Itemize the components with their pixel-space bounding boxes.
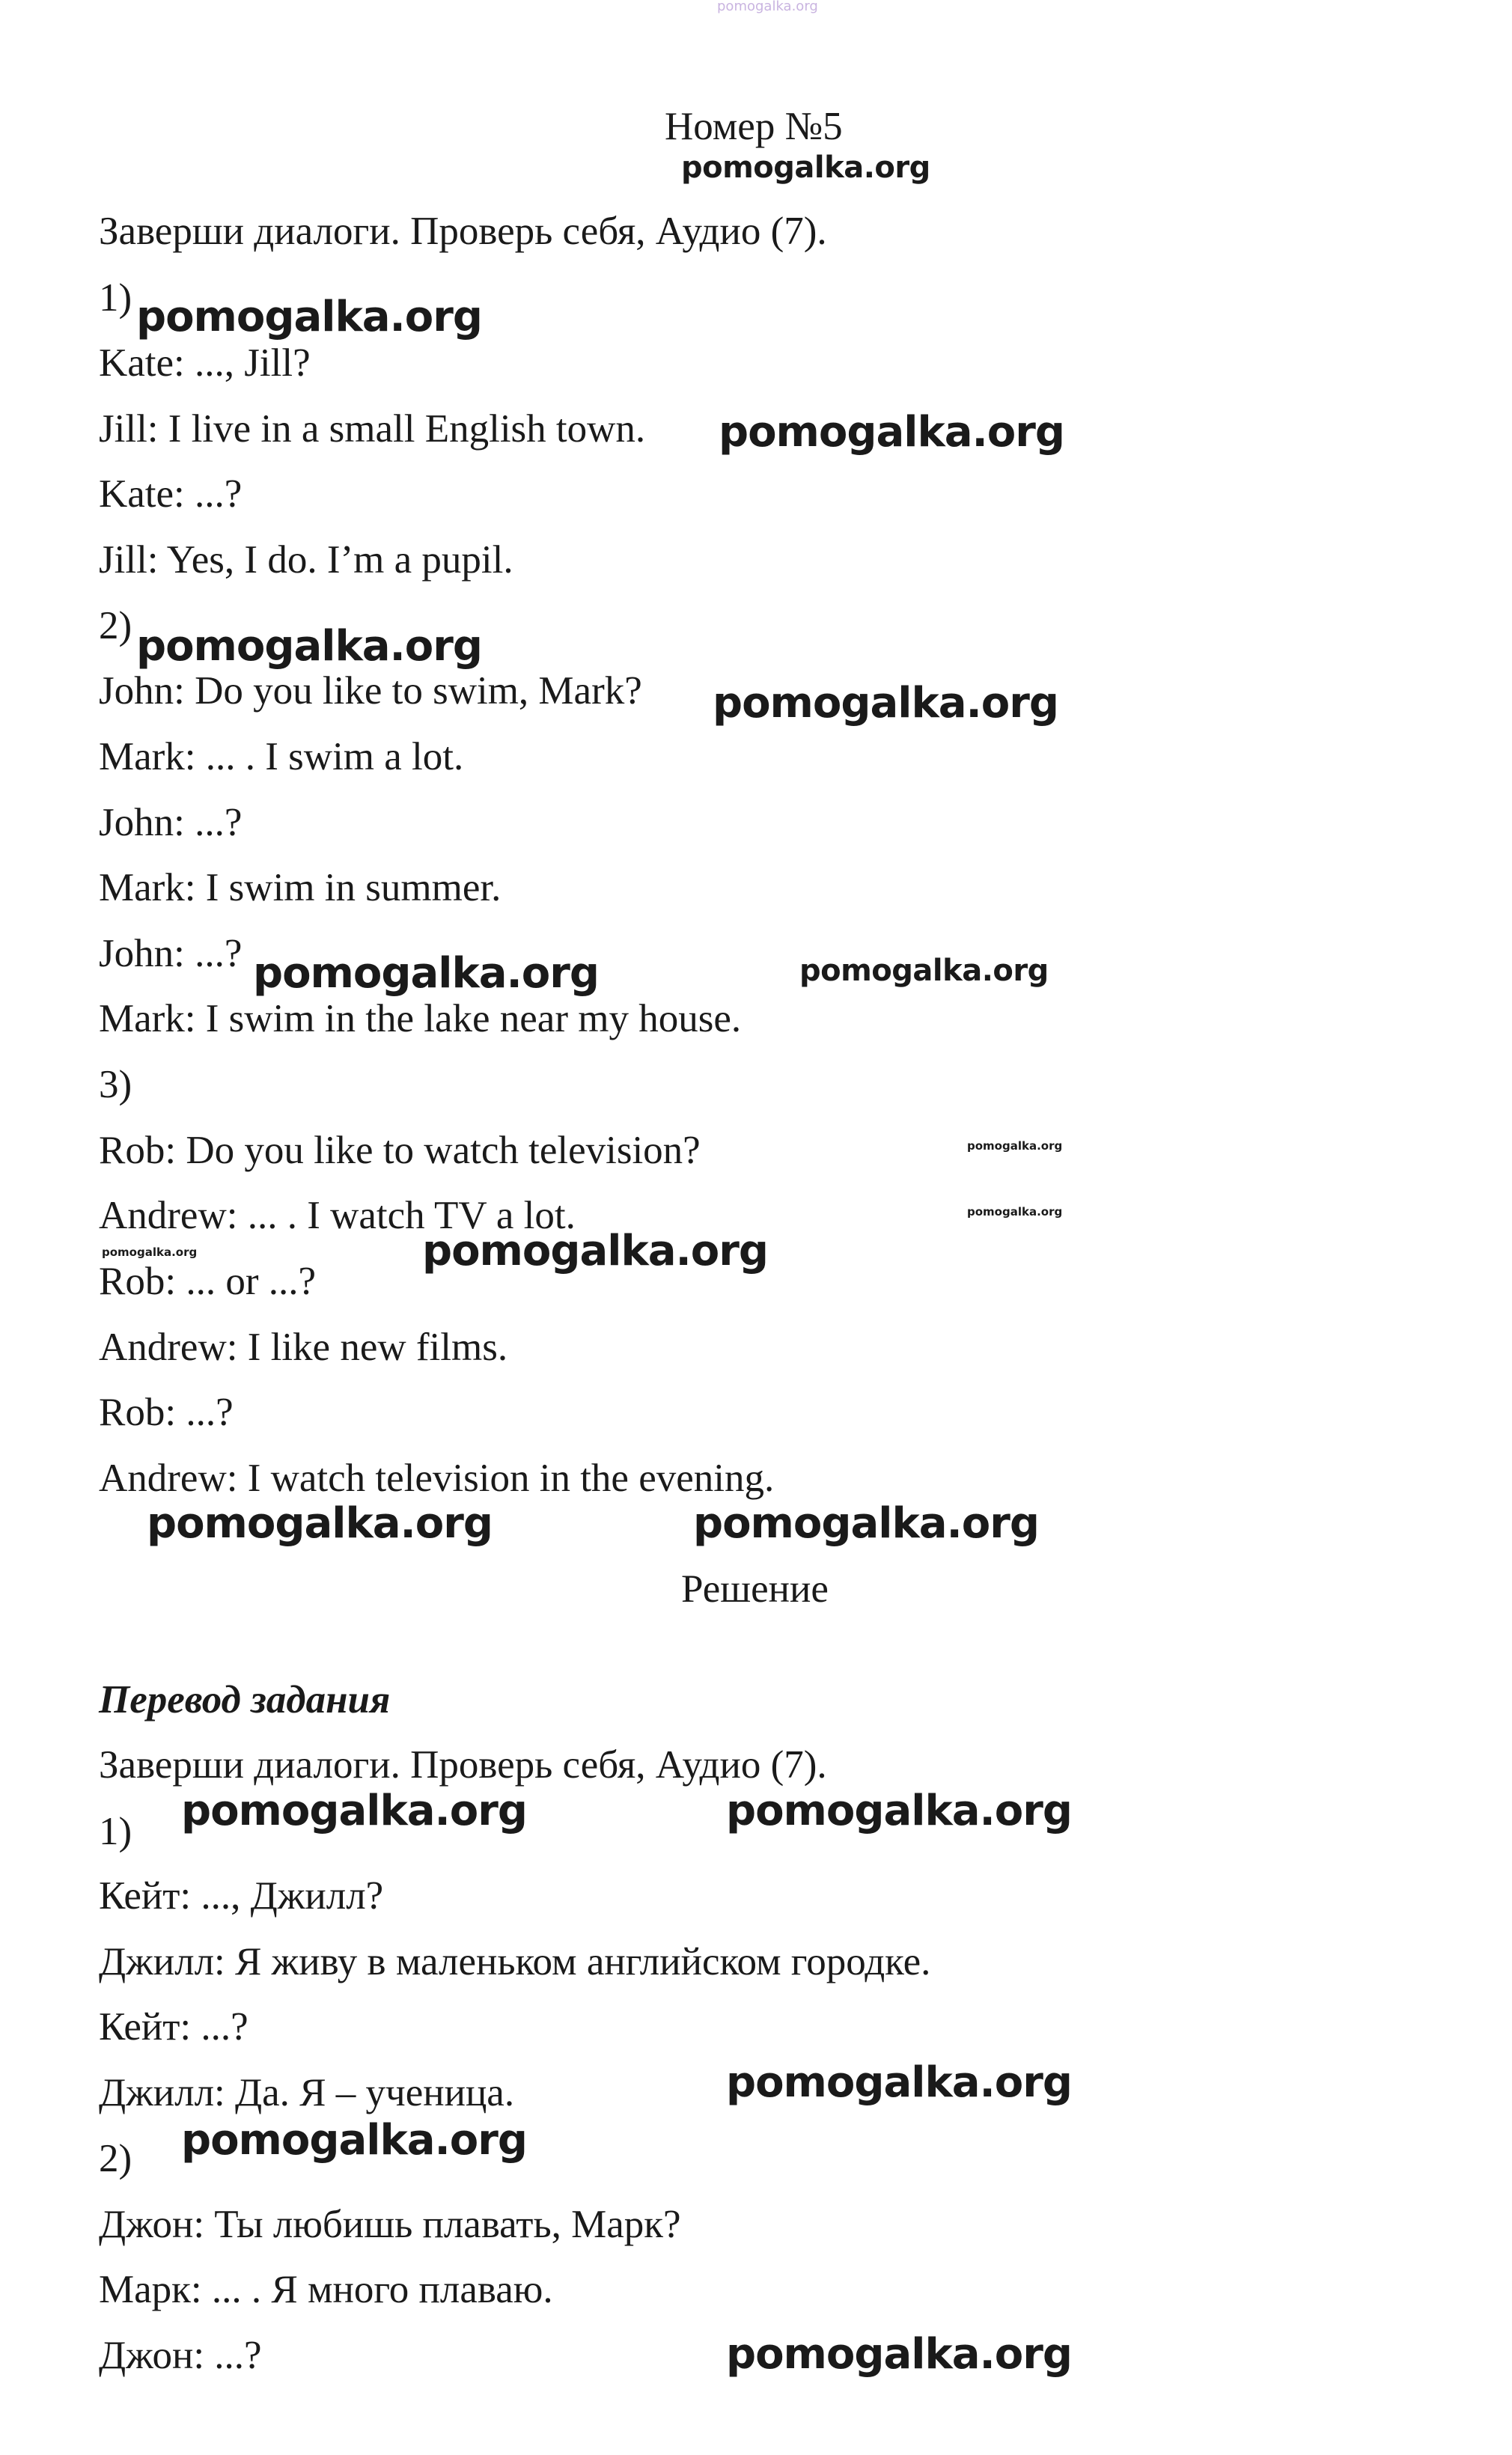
- dialog3-line: Rob: ...?: [99, 1391, 234, 1434]
- translation-dialog2-line: Джон: Ты любишь плавать, Марк?: [99, 2203, 681, 2246]
- dialog2-line: John: ...?: [99, 932, 243, 975]
- translation-dialog1-line: Джилл: Я живу в маленьком английском городке.: [99, 1940, 931, 1983]
- watermark: pomogalka.org: [102, 1245, 198, 1259]
- dialog2-line: John: ...?: [99, 801, 243, 844]
- dialog3-line: Andrew: ... . I watch TV a lot.: [99, 1194, 576, 1237]
- watermark: pomogalka.org: [181, 2116, 527, 2165]
- solution-title: Решение: [681, 1567, 829, 1611]
- dialog3-line: Andrew: I watch television in the evening.: [99, 1457, 775, 1500]
- translation-instruction: Заверши диалоги. Проверь себя, Аудио (7).: [99, 1743, 827, 1787]
- watermark: pomogalka.org: [136, 293, 482, 341]
- watermark: pomogalka.org: [967, 1205, 1063, 1219]
- watermark: pomogalka.org: [713, 679, 1058, 728]
- dialog1-line: Kate: ...?: [99, 472, 243, 516]
- dialog3-number: 3): [99, 1063, 132, 1106]
- watermark: pomogalka.org: [136, 622, 482, 671]
- dialog3-line: Rob: ... or ...?: [99, 1260, 316, 1303]
- page-title: Номер №5: [665, 105, 843, 148]
- watermark: pomogalka.org: [726, 1787, 1072, 1835]
- watermark: pomogalka.org: [719, 408, 1064, 457]
- dialog2-line: Mark: I swim in the lake near my house.: [99, 997, 742, 1040]
- dialog1-number: 1): [99, 276, 132, 320]
- translation-dialog1-line: Кейт: ..., Джилл?: [99, 1874, 384, 1918]
- dialog2-line: Mark: ... . I swim a lot.: [99, 735, 464, 778]
- translation-heading: Перевод задания: [99, 1678, 391, 1721]
- dialog2-line: John: Do you like to swim, Mark?: [99, 669, 642, 713]
- dialog1-line: Jill: I live in a small English town.: [99, 407, 646, 451]
- translation-dialog2-number: 2): [99, 2137, 132, 2180]
- dialog1-line: Jill: Yes, I do. I’m a pupil.: [99, 538, 513, 582]
- watermark: pomogalka.org: [253, 949, 599, 998]
- dialog3-line: Andrew: I like new films.: [99, 1326, 508, 1369]
- watermark: pomogalka.org: [147, 1499, 493, 1548]
- watermark: pomogalka.org: [681, 150, 930, 185]
- translation-dialog1-line: Кейт: ...?: [99, 2005, 249, 2049]
- watermark: pomogalka.org: [693, 1499, 1039, 1548]
- watermark: pomogalka.org: [967, 1139, 1063, 1153]
- dialog2-number: 2): [99, 604, 132, 647]
- translation-dialog2-line: Марк: ... . Я много плаваю.: [99, 2268, 553, 2311]
- task-instruction: Заверши диалоги. Проверь себя, Аудио (7).: [99, 210, 827, 253]
- watermark: pomogalka.org: [726, 2058, 1072, 2107]
- watermark: pomogalka.org: [422, 1227, 768, 1275]
- translation-dialog1-line: Джилл: Да. Я – ученица.: [99, 2071, 515, 2114]
- translation-dialog1-number: 1): [99, 1810, 132, 1853]
- translation-dialog2-line: Джон: ...?: [99, 2334, 262, 2377]
- watermark: pomogalka.org: [799, 954, 1049, 988]
- dialog2-line: Mark: I swim in summer.: [99, 866, 502, 909]
- watermark: pomogalka.org: [181, 1787, 527, 1835]
- dialog3-line: Rob: Do you like to watch television?: [99, 1129, 701, 1172]
- watermark-top: pomogalka.org: [717, 0, 818, 14]
- watermark: pomogalka.org: [726, 2330, 1072, 2379]
- dialog1-line: Kate: ..., Jill?: [99, 341, 311, 385]
